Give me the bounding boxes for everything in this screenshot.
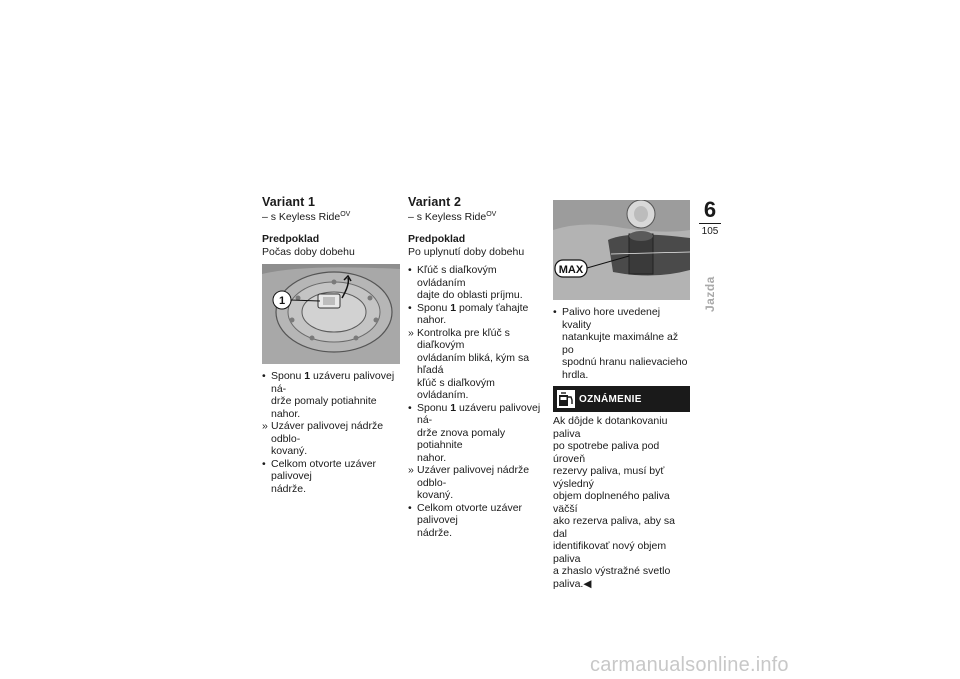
list-item	[408, 302, 546, 327]
step-text: Celkom otvorte uzáver palivovej	[271, 457, 377, 482]
step-text: kovaný.	[271, 445, 308, 457]
result-marker: »	[408, 464, 414, 476]
list-item	[262, 370, 400, 420]
variant-1-condition	[262, 211, 400, 224]
step-text: Kľúč s diaľkovým ovládaním	[417, 264, 497, 289]
notice-line: identifikovať nový objem paliva	[553, 540, 667, 565]
section-title: Jazda	[703, 276, 717, 312]
step-text: drže znova pomaly potiahnite	[417, 426, 506, 451]
column-variant-1	[262, 196, 400, 495]
bullet-marker: •	[262, 457, 266, 470]
list-item	[408, 502, 546, 540]
filler-neck-figure	[553, 200, 690, 300]
max-label: MAX	[558, 264, 584, 276]
step-text: Kontrolka pre kľúč s diaľkovým	[417, 326, 510, 351]
bullet-marker: •	[408, 501, 412, 514]
notice-text	[553, 415, 690, 590]
column-variant-2	[408, 196, 546, 539]
step-text: Palivo hore uvedenej kvality	[562, 306, 661, 331]
notice-line: po spotrebe paliva pod úroveň	[553, 440, 660, 465]
condition-text: – s Keyless Ride	[408, 210, 487, 223]
list-item	[262, 420, 400, 458]
step-text: uzáveru palivovej ná-	[417, 401, 541, 426]
list-item	[553, 306, 690, 381]
precondition-heading: Predpoklad	[408, 233, 466, 245]
step-text: natankujte maximálne až po	[562, 331, 679, 356]
section-label	[700, 274, 720, 314]
precondition-heading: Predpoklad	[262, 233, 320, 245]
condition-sup: OV	[486, 210, 497, 218]
notice-banner	[553, 386, 690, 412]
bullet-marker: •	[408, 264, 412, 276]
precondition-text: Počas doby dobehu	[262, 245, 355, 258]
bullet-marker: •	[262, 370, 266, 382]
chapter-number: 6	[703, 197, 717, 222]
figure-callout-1: 1	[278, 295, 286, 307]
variant-1-heading: Variant 1	[262, 195, 316, 209]
step-text: spodnú hranu nalievacieho	[562, 356, 688, 368]
variant-2-heading: Variant 2	[408, 195, 462, 209]
step-text: uzáveru palivovej ná-	[271, 370, 395, 395]
step-ref: 1	[450, 301, 457, 314]
notice-label: OZNÁMENIE	[579, 394, 642, 405]
result-marker: »	[262, 420, 268, 432]
step-text: kovaný.	[417, 489, 454, 501]
notice-line: a zhaslo výstražné svetlo paliva.	[553, 565, 671, 590]
column-refuel	[553, 200, 690, 590]
refuel-steps	[553, 306, 690, 381]
list-item	[408, 402, 546, 465]
step-text: hrdla.	[562, 368, 589, 381]
step-text: dajte do oblasti príjmu.	[417, 289, 523, 301]
fuel-pump-icon	[557, 390, 575, 408]
step-ref: 1	[304, 370, 311, 382]
precondition-text: Po uplynutí doby dobehu	[408, 245, 525, 258]
variant-2-condition	[408, 211, 546, 224]
step-text: nádrže.	[417, 526, 453, 539]
step-text: Uzáver palivovej nádrže odblo-	[417, 464, 530, 489]
variant-2-steps	[408, 264, 546, 539]
condition-text: – s Keyless Ride	[262, 210, 341, 223]
list-item	[408, 264, 546, 302]
list-item	[408, 464, 546, 502]
page-number: 105	[699, 223, 721, 237]
step-text: nahor.	[417, 451, 447, 464]
step-text: drže pomaly potiahnite nahor.	[271, 395, 377, 420]
fuel-cap-illustration	[262, 264, 400, 364]
watermark: carmanualsonline.info	[590, 654, 789, 676]
notice-line: Ak dôjde k dotankovaniu paliva	[553, 415, 668, 440]
step-text: Sponu	[417, 401, 451, 414]
condition-sup: OV	[340, 210, 351, 218]
end-marker: ◀	[583, 577, 592, 590]
notice-line: objem doplneného paliva väčší	[553, 490, 670, 515]
notice-line: ako rezerva paliva, aby sa dal	[553, 515, 675, 540]
fuel-cap-figure	[262, 264, 400, 364]
step-ref: 1	[450, 401, 457, 414]
variant-1-steps	[262, 370, 400, 495]
step-text: ovládaním bliká, kým sa hľadá	[417, 351, 530, 376]
bullet-marker: •	[553, 306, 557, 318]
notice-line: rezervy paliva, musí byť výsledný	[553, 465, 665, 490]
step-text: Sponu	[417, 301, 451, 314]
step-text: nádrže.	[271, 482, 307, 495]
step-text: kľúč s diaľkovým ovládaním.	[417, 376, 495, 401]
bullet-marker: •	[408, 401, 412, 414]
bullet-marker: •	[408, 301, 412, 314]
result-marker: »	[408, 326, 414, 339]
step-text: Uzáver palivovej nádrže odblo-	[271, 420, 384, 445]
list-item	[408, 327, 546, 402]
step-text: pomaly ťahajte nahor.	[417, 301, 529, 326]
filler-neck-illustration	[553, 200, 690, 300]
chapter-tab	[699, 199, 721, 237]
step-text: Sponu	[271, 370, 305, 382]
list-item	[262, 458, 400, 496]
step-text: Celkom otvorte uzáver palivovej	[417, 501, 523, 526]
